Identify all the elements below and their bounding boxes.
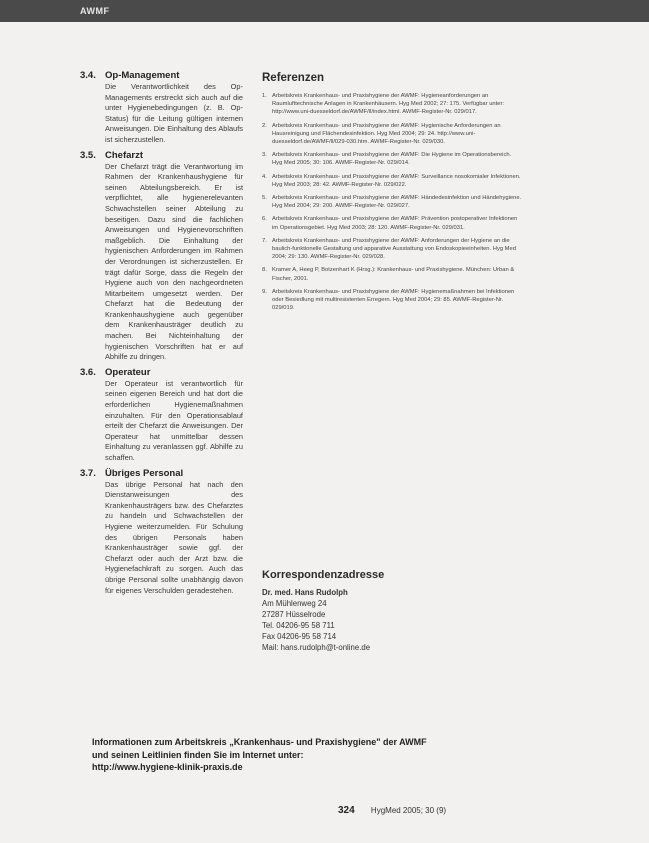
section-title: Chefarzt (105, 149, 144, 161)
reference-text: Arbeitskreis Krankenhaus- und Praxishygiene der AWMF: Die Hygiene im Operationsbereich. Hyg Med 2005; 30: 106. AWMF-Register-Nr. 029/014. (272, 152, 512, 167)
reference-item (262, 151, 522, 167)
section-title: Übriges Personal (105, 467, 184, 479)
reference-number: 7. (262, 237, 267, 244)
reference-list (262, 92, 572, 312)
author-name: Dr. med. Hans Rudolph (262, 588, 348, 597)
address-line: 27287 Hüsselrode (262, 610, 326, 619)
section (80, 467, 243, 597)
reference-number: 2. (262, 122, 267, 129)
section-number: 3.5. (80, 149, 96, 161)
reference-item (262, 288, 522, 313)
right-column (262, 72, 572, 317)
header-band (0, 0, 649, 22)
reference-number: 4. (262, 173, 267, 180)
reference-item (262, 92, 522, 117)
reference-item (262, 215, 522, 231)
reference-number: 8. (262, 267, 267, 274)
reference-text: Arbeitskreis Krankenhaus- und Praxishygiene der AWMF: Hygieneanforderungen an Raumlufttechnische Anlagen in Krankenhäusern. Hyg Med 2002; 27: 175. Verfügbar unter: http://www.uni-duesseldorf.de/AWMF/ll/index.html. AWMF-Register-Nr. 029/017. (272, 93, 505, 116)
reference-item (262, 237, 522, 262)
section-title: Op-Management (105, 70, 180, 81)
section-body: Der Operateur ist verantwortlich für seinen eigenen Bereich und hat dort die erforderlichen Hygienemaßnahmen einzuhalten. Für den Operationsablauf erteilt der Chefarzt die Anweisungen. Der Operateur hat unmittelbar dessen Einhaltung zu veranlassen ggf. Abhilfe zu schaffen. (105, 378, 243, 462)
section-body: Das übrige Personal hat nach den Dienstanweisungen des Krankenhausträgers bzw. des Chefarztes zu handeln und Schwachstellen der Hygiene weiterzumelden. Für Schulung des übrigen Personals haben Krankenhausträger sowie ggf. der Chefarzt oder auch der Arzt bzw. die Hygienefachkraft zu sorgen. Auch das übrige Personal sollte unabhängig davon für eigenes Verschulden geradestehen. (105, 479, 243, 595)
reference-number: 5. (262, 195, 267, 202)
email-line[interactable]: Mail: hans.rudolph@t-online.de (262, 643, 371, 652)
reference-text: Arbeitskreis Krankenhaus- und Praxishygiene der AWMF: Hygienemaßnahmen bei Infektionen oder Besiedlung mit multiresistenten Erregern. Hyg Med 2004; 29: 85. AWMF-Register-Nr. 029/019. (272, 288, 515, 312)
section-body: Die Verantwortlichkeit des Op-Managements erstreckt sich auch auf die unter Hygienebedingungen (z. B. Op-Status) für die Leitung gültigen internen Anweisungen. Die Einhaltung des Ablaufs ist sicherzustellen. (105, 82, 243, 144)
page-footer (338, 805, 446, 816)
header-tag: AWMF (80, 6, 110, 16)
reference-text: Arbeitskreis Krankenhaus- und Praxishygiene der AWMF: Hygienische Anforderungen an Hausreinigung und Flächendesinfektion. Hyg Med 2004; 29: 24. http://www.uni-duesseldorf.de/AWMF/ll/029-030.htm. AWMF-Register-Nr. 029/030. (272, 122, 501, 146)
reference-item (262, 266, 522, 282)
reference-number: 3. (262, 152, 267, 159)
section-title: Operateur (105, 366, 151, 378)
reference-text: Kramer A, Heeg P, Botzenhart K (Hrsg.): Krankenhaus- und Praxishygiene. München: Urban & Fischer, 2001. (272, 267, 515, 282)
address-line: Am Mühlenweg 24 (262, 599, 327, 608)
section-number: 3.6. (80, 366, 96, 378)
references-heading: Referenzen (262, 72, 324, 84)
reference-text: Arbeitskreis Krankenhaus- und Praxishygiene der AWMF: Prävention postoperativer Infektionen im Operationsgebiet. Hyg Med 2003; 28: 120. AWMF-Register-Nr. 029/031. (272, 216, 518, 231)
info-box (92, 736, 572, 774)
info-line: und seinen Leitlinien finden Sie im Internet unter: (92, 749, 304, 760)
correspondence-heading: Korrespondenzadresse (262, 569, 385, 582)
reference-text: Arbeitskreis Krankenhaus- und Praxishygiene der AWMF: Händedesinfektion und Händehygiene. Hyg Med 2004; 29: 200. AWMF-Register-Nr. 029/027. (272, 195, 522, 210)
phone-line: Tel. 04206-95 58 711 (262, 621, 335, 630)
section-body: Der Chefarzt trägt die Verantwortung im Rahmen der Krankenhaushygiene für seinen Abteilungsbereich. Er ist verpflichtet, alle hygienerelevanten Schwachstellen seiner Abteilung zu beseitigen. Dazu sind die fachlichen Anweisungen und Hygienevorschriften maßgeblich. Die Einhaltung der hygienischen Anforderungen im Rahmen der Verordnungen ist sicherzustellen. Er trägt dafür Sorge, dass die Regeln der Hygiene auch von den nachgeordneten Mitarbeitern umgesetzt werden. Der Chefarzt hat die Bedeutung der Krankenhaushygiene auch gegenüber dem Krankenhausträger deutlich zu machen. Bei Nichteinhaltung der hygienischen Vorschriften hat er auf Abhilfe zu dringen. (105, 161, 243, 362)
section-number: 3.7. (80, 467, 96, 479)
correspondence-address (262, 587, 462, 653)
section-number: 3.4. (80, 70, 96, 81)
reference-text: Arbeitskreis Krankenhaus- und Praxishygiene der AWMF: Surveillance nosokomialer Infektionen. Hyg Med 2003; 28: 42. AWMF-Register-Nr. 029/022. (272, 173, 521, 188)
fax-line: Fax 04206-95 58 714 (262, 632, 337, 641)
reference-number: 6. (262, 216, 267, 223)
reference-number: 1. (262, 93, 267, 99)
reference-text: Arbeitskreis Krankenhaus- und Praxishygiene der AWMF: Anforderungen der Hygiene an die baulich-funktionelle Gestaltung und apparative Ausstattung von Endoskopieeinheiten. Hyg Med 2004; 29: 130. AWMF-Register-Nr. 029/028. (272, 237, 516, 261)
section (80, 70, 243, 146)
reference-item (262, 122, 522, 147)
left-column (80, 70, 243, 600)
section (80, 366, 243, 464)
reference-item (262, 194, 522, 210)
info-line: Informationen zum Arbeitskreis „Krankenhaus- und Praxishygiene" der AWMF (92, 737, 427, 747)
info-url-link[interactable]: http://www.hygiene-klinik-praxis.de (92, 762, 243, 772)
section (80, 149, 243, 363)
reference-number: 9. (262, 288, 267, 295)
page-number: 324 (338, 805, 355, 816)
journal-citation: HygMed 2005; 30 (9) (370, 806, 447, 815)
reference-item (262, 173, 522, 189)
